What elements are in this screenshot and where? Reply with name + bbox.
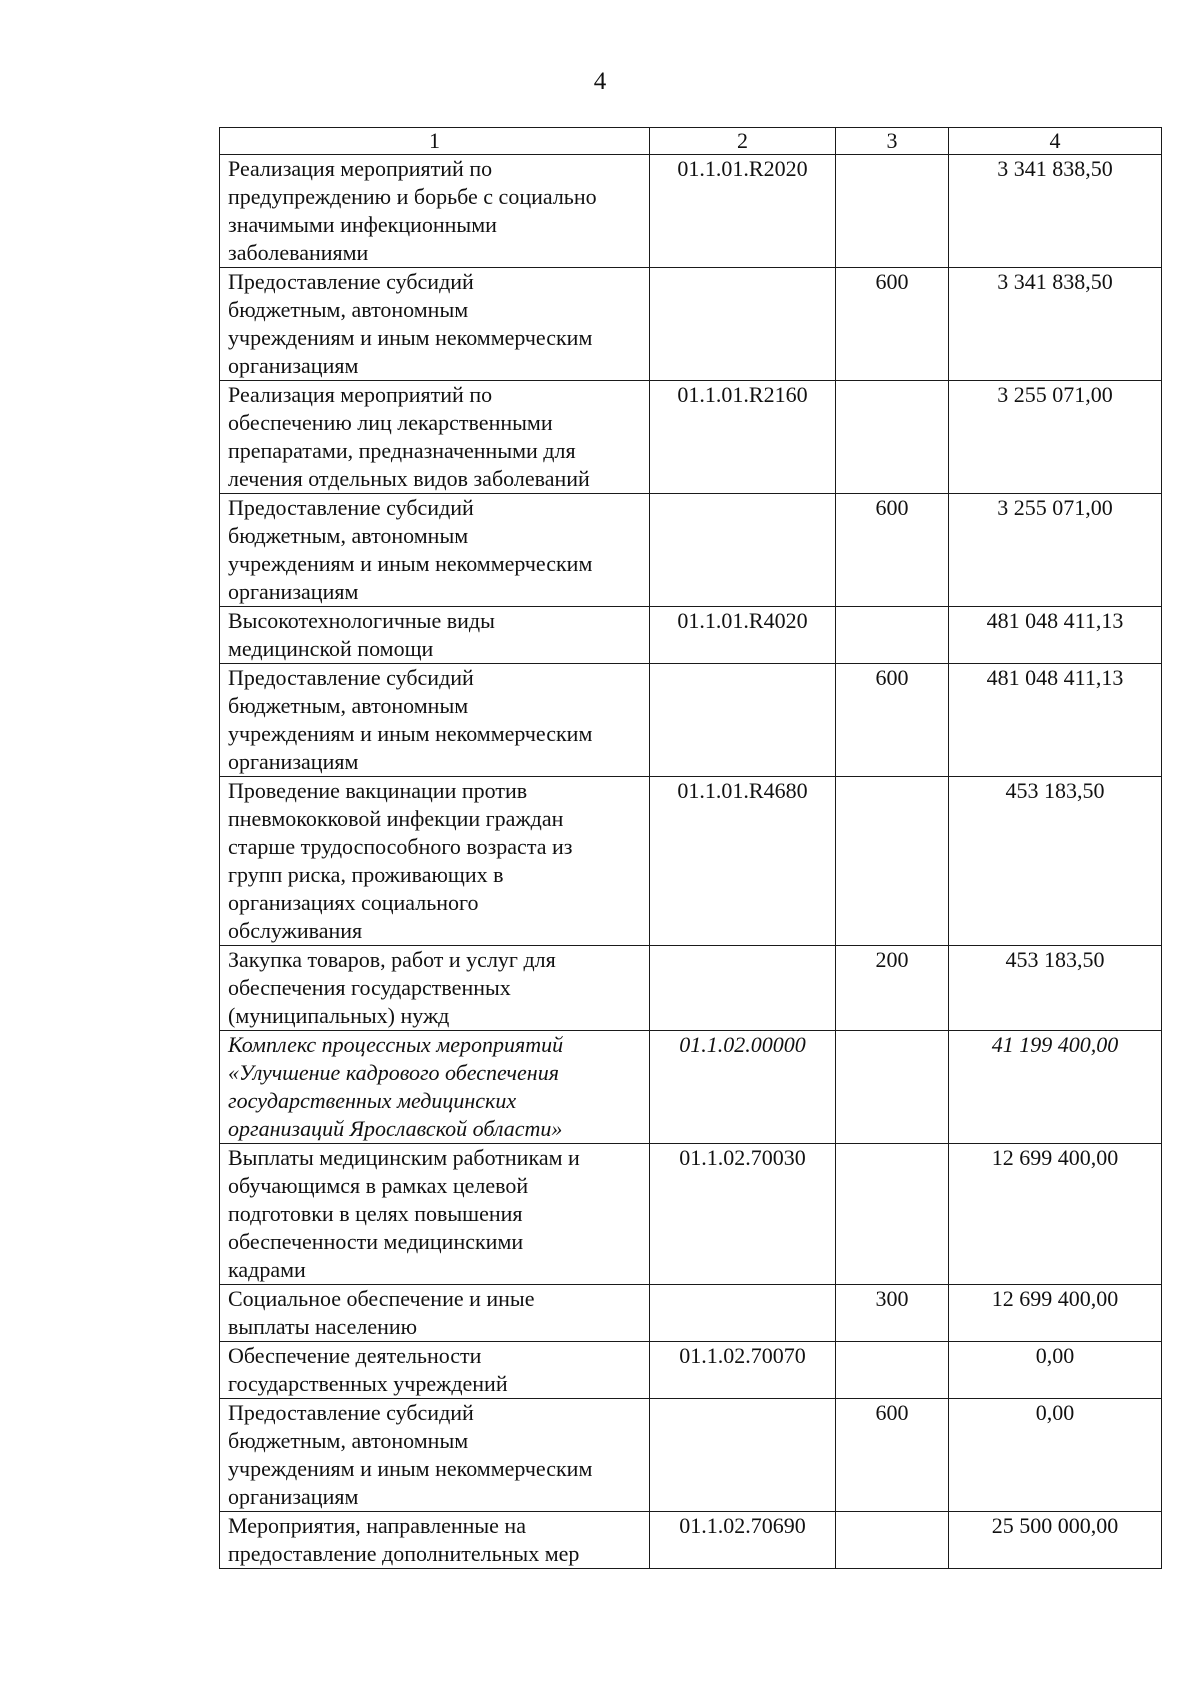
page-number: 4 <box>593 68 607 95</box>
row-name-cell <box>220 381 650 494</box>
row-name-text: Предоставление субсидий бюджетным, автономным учреждениям и иным некоммерческим организациям <box>228 1400 593 1509</box>
row-name-text: Выплаты медицинским работникам и обучающимся в рамках целевой подготовки в целях повышения обеспеченности медицинскими кадрами <box>228 1145 580 1282</box>
row-name-cell <box>220 1031 650 1144</box>
row-code-cell <box>650 664 836 777</box>
row-type-text: 600 <box>875 1400 909 1425</box>
row-type-cell <box>836 1342 949 1399</box>
table-row <box>220 494 1162 607</box>
row-type-cell <box>836 1512 949 1569</box>
row-sum-text: 481 048 411,13 <box>986 608 1124 633</box>
row-code-cell <box>650 494 836 607</box>
row-code-text: 01.1.01.R2020 <box>677 156 808 181</box>
row-code-cell <box>650 1342 836 1399</box>
row-code-cell <box>650 268 836 381</box>
budget-table <box>219 127 1162 1569</box>
row-sum-text: 12 699 400,00 <box>991 1286 1119 1311</box>
row-sum-cell <box>949 777 1162 946</box>
row-type-cell <box>836 1285 949 1342</box>
row-code-cell <box>650 946 836 1031</box>
row-type-cell <box>836 155 949 268</box>
row-sum-text: 453 183,50 <box>1005 778 1105 803</box>
table-row <box>220 155 1162 268</box>
row-type-cell <box>836 664 949 777</box>
row-name-text: Проведение вакцинации против пневмококковой инфекции граждан старше трудоспособного возраста из групп риска, проживающих в организациях социального обслуживания <box>228 778 573 943</box>
row-code-text: 01.1.02.00000 <box>679 1032 806 1057</box>
row-name-cell <box>220 494 650 607</box>
column-header-3: 3 <box>836 128 949 155</box>
row-name-cell <box>220 1285 650 1342</box>
table-row <box>220 946 1162 1031</box>
row-name-cell <box>220 777 650 946</box>
row-name-text: Мероприятия, направленные на предоставление дополнительных мер <box>228 1513 580 1566</box>
row-name-cell <box>220 664 650 777</box>
row-name-text: Социальное обеспечение и иные выплаты населению <box>228 1286 535 1339</box>
row-sum-text: 481 048 411,13 <box>986 665 1124 690</box>
row-sum-text: 3 255 071,00 <box>997 495 1113 520</box>
row-type-cell <box>836 494 949 607</box>
row-name-text: Обеспечение деятельности государственных учреждений <box>228 1343 508 1396</box>
column-header-4: 4 <box>949 128 1162 155</box>
row-type-text: 200 <box>875 947 909 972</box>
row-code-cell <box>650 381 836 494</box>
row-type-cell <box>836 1031 949 1144</box>
table-row <box>220 381 1162 494</box>
row-code-cell <box>650 1144 836 1285</box>
row-name-cell <box>220 1512 650 1569</box>
row-sum-cell <box>949 381 1162 494</box>
row-sum-text: 0,00 <box>1035 1400 1075 1425</box>
row-sum-cell <box>949 494 1162 607</box>
row-code-text: 01.1.01.R2160 <box>677 382 808 407</box>
row-type-cell <box>836 1399 949 1512</box>
table-row <box>220 664 1162 777</box>
row-name-text: Закупка товаров, работ и услуг для обеспечения государственных (муниципальных) нужд <box>228 947 556 1028</box>
row-name-text: Высокотехнологичные виды медицинской помощи <box>228 608 495 661</box>
row-name-cell <box>220 268 650 381</box>
row-sum-cell <box>949 1285 1162 1342</box>
column-header-2: 2 <box>650 128 836 155</box>
row-sum-text: 25 500 000,00 <box>991 1513 1119 1538</box>
table-row <box>220 607 1162 664</box>
table-row <box>220 1285 1162 1342</box>
table-row <box>220 1512 1162 1569</box>
row-sum-cell <box>949 664 1162 777</box>
row-name-text: Предоставление субсидий бюджетным, автономным учреждениям и иным некоммерческим организациям <box>228 665 593 774</box>
row-name-cell <box>220 155 650 268</box>
row-name-text: Предоставление субсидий бюджетным, автономным учреждениям и иным некоммерческим организациям <box>228 495 593 604</box>
table-row <box>220 1399 1162 1512</box>
row-type-text: 600 <box>875 269 909 294</box>
row-type-cell <box>836 607 949 664</box>
row-sum-text: 12 699 400,00 <box>991 1145 1119 1170</box>
row-code-cell <box>650 155 836 268</box>
row-name-text: Реализация мероприятий по обеспечению лиц лекарственными препаратами, предназначенными для лечения отдельных видов заболеваний <box>228 382 590 491</box>
table-row <box>220 777 1162 946</box>
row-name-cell <box>220 1144 650 1285</box>
row-sum-text: 3 341 838,50 <box>997 269 1113 294</box>
table-row <box>220 1342 1162 1399</box>
row-name-text: Комплекс процессных мероприятий «Улучшение кадрового обеспечения государственных медицинских организаций Ярославской области» <box>228 1032 564 1141</box>
row-type-text: 600 <box>875 495 909 520</box>
table-row <box>220 1031 1162 1144</box>
column-header-1: 1 <box>220 128 650 155</box>
row-sum-cell <box>949 155 1162 268</box>
row-code-cell <box>650 1512 836 1569</box>
row-sum-text: 453 183,50 <box>1005 947 1105 972</box>
row-code-cell <box>650 777 836 946</box>
row-type-cell <box>836 777 949 946</box>
row-sum-cell <box>949 1031 1162 1144</box>
row-code-cell <box>650 1399 836 1512</box>
row-code-text: 01.1.02.70070 <box>679 1343 806 1368</box>
row-code-text: 01.1.01.R4020 <box>677 608 808 633</box>
row-sum-cell <box>949 268 1162 381</box>
row-sum-cell <box>949 1399 1162 1512</box>
row-name-cell <box>220 1342 650 1399</box>
row-code-text: 01.1.02.70690 <box>679 1513 806 1538</box>
row-type-cell <box>836 946 949 1031</box>
row-code-text: 01.1.01.R4680 <box>677 778 808 803</box>
row-code-cell <box>650 1031 836 1144</box>
row-sum-text: 41 199 400,00 <box>991 1032 1119 1057</box>
row-name-text: Предоставление субсидий бюджетным, автономным учреждениям и иным некоммерческим организациям <box>228 269 593 378</box>
row-sum-text: 3 255 071,00 <box>997 382 1113 407</box>
row-name-text: Реализация мероприятий по предупреждению и борьбе с социально значимыми инфекционными заболеваниями <box>228 156 597 265</box>
row-type-cell <box>836 381 949 494</box>
row-type-text: 600 <box>875 665 909 690</box>
row-type-text: 300 <box>875 1286 909 1311</box>
row-sum-cell <box>949 946 1162 1031</box>
row-sum-cell <box>949 1512 1162 1569</box>
row-sum-cell <box>949 1144 1162 1285</box>
table-row <box>220 268 1162 381</box>
table-row <box>220 1144 1162 1285</box>
row-sum-text: 0,00 <box>1035 1343 1075 1368</box>
row-type-cell <box>836 268 949 381</box>
row-code-cell <box>650 1285 836 1342</box>
row-code-cell <box>650 607 836 664</box>
row-sum-cell <box>949 1342 1162 1399</box>
row-sum-cell <box>949 607 1162 664</box>
row-sum-text: 3 341 838,50 <box>997 156 1113 181</box>
row-name-cell <box>220 607 650 664</box>
row-type-cell <box>836 1144 949 1285</box>
row-code-text: 01.1.02.70030 <box>679 1145 806 1170</box>
row-name-cell <box>220 1399 650 1512</box>
row-name-cell <box>220 946 650 1031</box>
table-header-row <box>220 128 1162 155</box>
